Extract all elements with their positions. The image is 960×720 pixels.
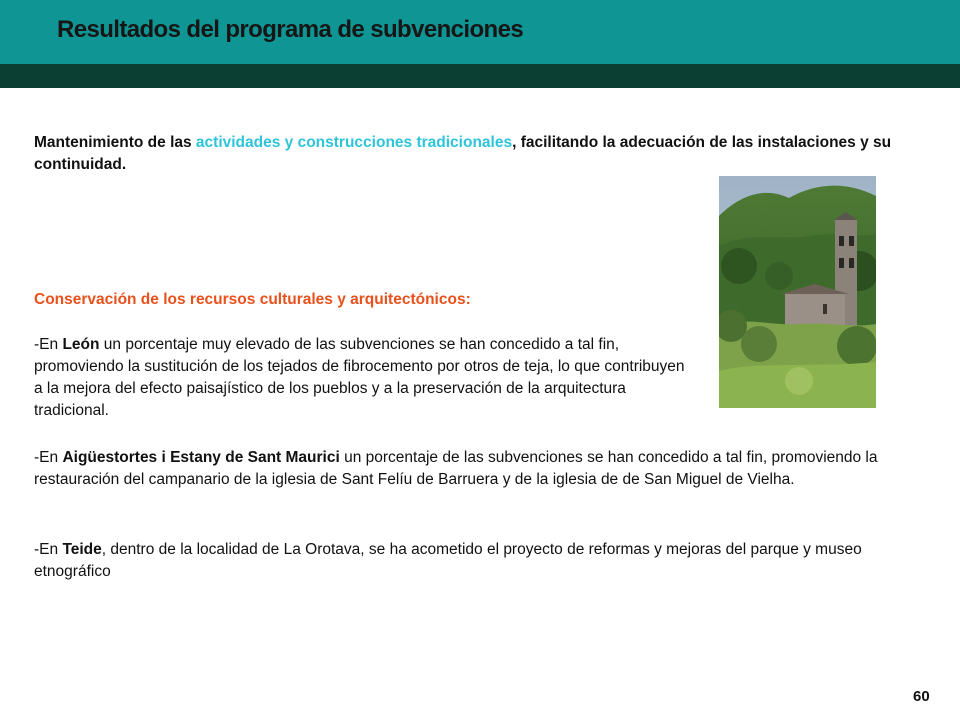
item-prefix: -En xyxy=(34,336,63,353)
paragraph-leon xyxy=(34,334,689,422)
paragraph-aiguestortes xyxy=(34,447,912,491)
church-photo xyxy=(719,176,876,408)
section-heading: Conservación de los recursos culturales y arquitectónicos: xyxy=(34,291,471,308)
item-text: un porcentaje muy elevado de las subvenciones se han concedido a tal fin, promoviendo la sustitución de los tejados de fibrocemento por otros de teja, lo que contribuyen a la mejora del efecto paisajístico de los pueblos y a la preservación de la arquitectura tradicional. xyxy=(34,336,685,419)
place-name: León xyxy=(62,336,100,353)
page-title: Resultados del programa de subvenciones xyxy=(57,16,524,43)
item-prefix: -En xyxy=(34,541,63,558)
item-text: , dentro de la localidad de La Orotava, se ha acometido el proyecto de reformas y mejoras del parque y museo etnográfico xyxy=(34,541,862,580)
item-prefix: -En xyxy=(34,449,63,466)
intro-paragraph xyxy=(34,132,914,176)
intro-text-start: Mantenimiento de las xyxy=(34,134,196,151)
place-name: Aigüestortes i Estany de Sant Maurici xyxy=(62,449,340,466)
intro-text-end: , facilitando la adecuación de las instalaciones y su continuidad. xyxy=(34,134,892,173)
intro-highlight: actividades y construcciones tradicionales xyxy=(195,134,513,151)
item-text: un porcentaje de las subvenciones se han concedido a tal fin, promoviendo la restauración del campanario de la iglesia de Sant Felíu de Barruera y de la iglesia de de San Miguel de Vielha. xyxy=(34,449,878,488)
paragraph-teide xyxy=(34,539,912,583)
place-name: Teide xyxy=(62,541,102,558)
header-stripe xyxy=(0,64,960,88)
page-number: 60 xyxy=(913,688,930,705)
